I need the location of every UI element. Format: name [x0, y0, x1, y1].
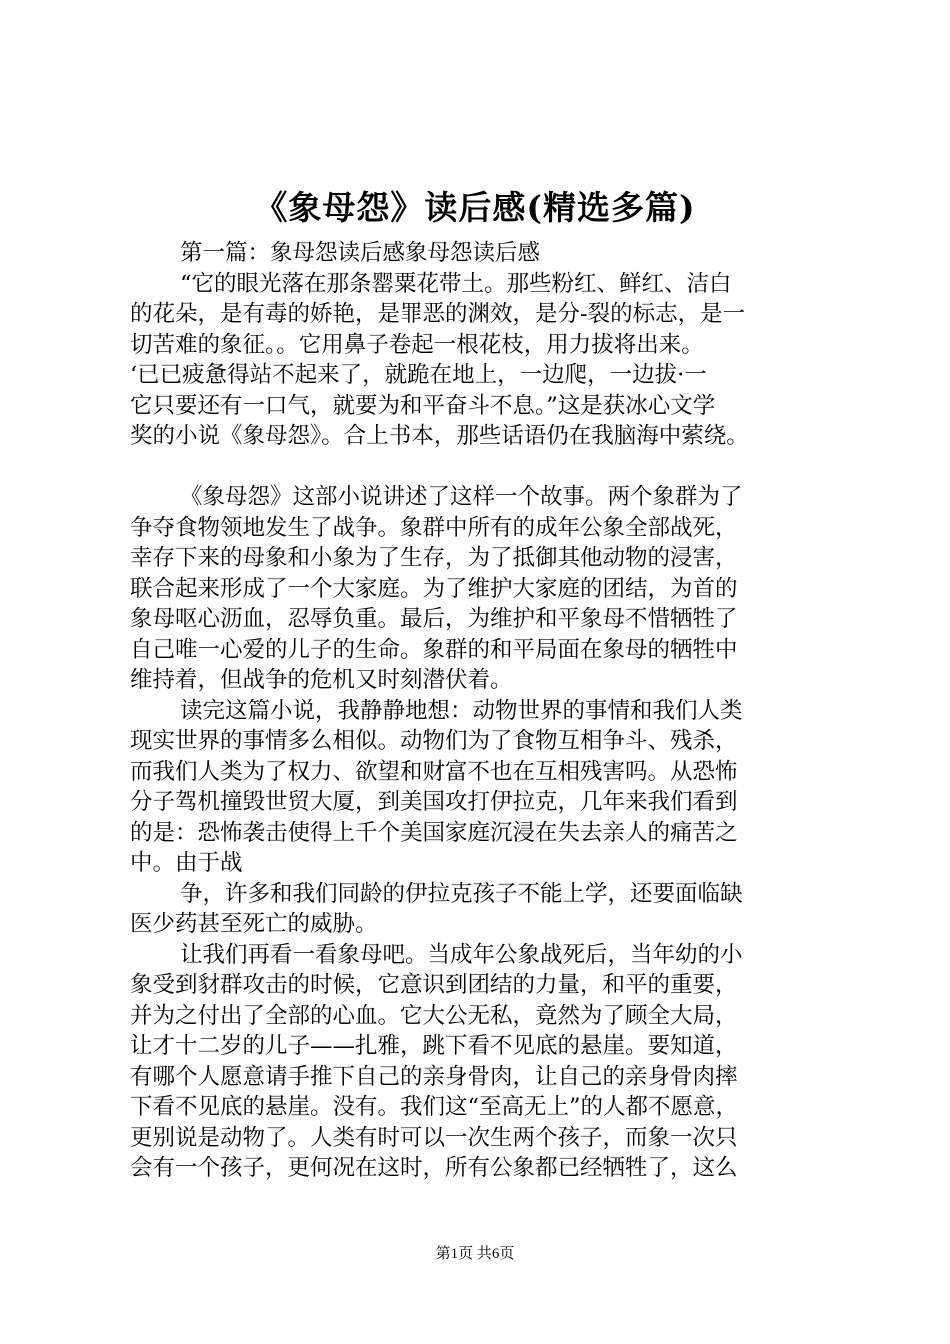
text-line: 象受到豺群攻击的时候，它意识到团结的力量，和平的重要， — [130, 972, 738, 998]
text-line: 联合起来形成了一个大家庭。为了维护大家庭的团结，为首的 — [130, 575, 738, 602]
text-line: 争夺食物领地发生了战争。象群中所有的成年公象全部战死， — [130, 514, 738, 541]
text-line: 更别说是动物了。人类有时可以一次生两个孩子，而象一次只 — [130, 1124, 738, 1151]
text-line: 《象母怨》这部小说讲述了这样一个故事。两个象群为了 — [180, 484, 743, 510]
text-line: 并为之付出了全部的心血。它大公无私，竟然为了顾全大局， — [130, 1002, 738, 1029]
text-line: 让我们再看一看象母吧。当成年公象战死后，当年幼的小 — [180, 941, 743, 968]
text-line: 医少药甚至死亡的威胁。 — [130, 911, 378, 937]
text-line: 的花朵，是有毒的娇艳，是罪恶的渊效，是分-裂的标志，是一 — [130, 301, 746, 327]
text-line: “它的眼光落在那条罂粟花带土。那些粉红、鲜红、洁白 — [180, 270, 732, 297]
text-line: 维持着，但战争的危机又时刻潜伏着。 — [130, 667, 513, 693]
text-line: 争，许多和我们同龄的伊拉克孩子不能上学，还要面临缺 — [180, 880, 743, 907]
text-line: 而我们人类为了权力、欲望和财富不也在互相残害吗。从恐怖 — [130, 758, 738, 785]
text-line: ‘已已疲惫得站不起来了，就跪在地上，一边爬，一边拔·一 — [130, 362, 707, 388]
paragraph-gap — [130, 452, 830, 483]
text-line: 第一篇：象母怨读后感象母怨读后感 — [180, 240, 541, 266]
text-line: 下看不见底的悬崖。没有。我们这“至高无上”的人都不愿意， — [130, 1094, 739, 1120]
document-title: 《象母怨》读后感(精选多篇) — [254, 188, 696, 227]
text-line: 会有一个孩子，更何况在这时，所有公象都已经牺牲了，这么 — [130, 1155, 738, 1181]
text-line: 分子驾机撞毁世贸大厦，到美国攻打伊拉克，几年来我们看到 — [130, 789, 738, 815]
text-line: 象母呕心沥血，忍辱负重。最后，为维护和平象母不惜牺牲了 — [130, 606, 738, 632]
text-line: 有哪个人愿意请手推下自己的亲身骨肉，让自己的亲身骨肉摔 — [130, 1063, 738, 1090]
text-line: 的是：恐怖袭击使得上千个美国家庭沉浸在失去亲人的痛苦之 — [130, 819, 738, 846]
text-line: 自己唯一心爱的儿子的生命。象群的和平局面在象母的牺牲中 — [130, 636, 738, 663]
text-line: 奖的小说《象母怨》。合上书本，那些话语仍在我脑海中萦绕。 — [130, 423, 749, 449]
text-line: 幸存下来的母象和小象为了生存，为了抵御其他动物的浸害， — [130, 545, 738, 571]
page-footer: 第1页 共6页 — [435, 1246, 515, 1262]
text-line: 读完这篇小说，我静静地想：动物世界的事情和我们人类 — [180, 697, 743, 724]
text-line: 它只要还有一口气，就要为和平奋斗不息。”这是获冰心文学 — [130, 392, 716, 419]
text-line: 现实世界的事情多么相似。动物们为了食物互相争斗、残杀， — [130, 728, 738, 754]
text-line: 切苦难的象征。。它用鼻子卷起一根花枝，用力拔将出来。 — [130, 331, 704, 358]
text-line: 中。由于战 — [130, 850, 243, 876]
text-line: 让才十二岁的儿子——扎雅，跳下看不见底的悬崖。要知道， — [130, 1033, 738, 1059]
document-body — [130, 238, 830, 1184]
